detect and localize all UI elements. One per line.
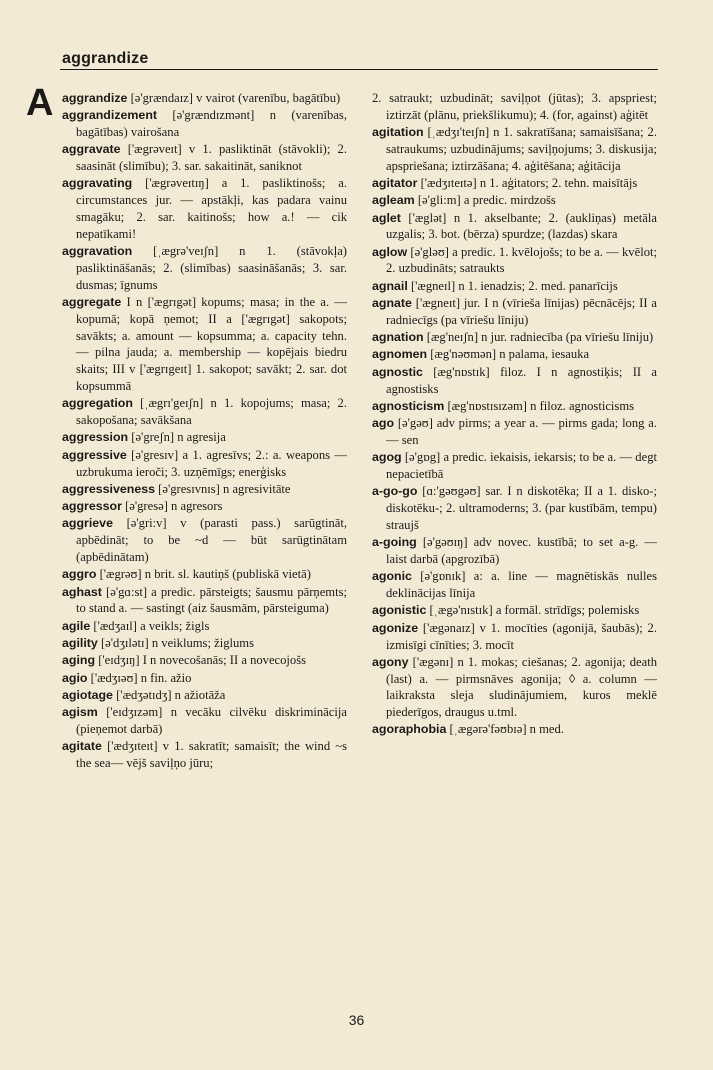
dictionary-entry — [372, 346, 657, 363]
dictionary-entry — [62, 429, 347, 446]
header-rule — [60, 69, 658, 70]
entry-headword: agonistic — [372, 603, 427, 618]
entry-definition: [ə'gləʊ] a predic. 1. kvēlojošs; to be a. — kvēlot; 2. uzbudināts; satraukts — [386, 244, 657, 276]
entry-definition: [ə'gresɪvnɪs] n agresivitāte — [158, 481, 291, 496]
dictionary-entry — [372, 244, 657, 278]
dictionary-entry — [62, 395, 347, 429]
entry-definition: ['ædʒɪəʊ] n fin. ažio — [90, 670, 192, 685]
entry-definition: [ə'dʒɪlətɪ] n veiklums; žiglums — [100, 636, 254, 650]
dictionary-entry — [62, 481, 347, 498]
dictionary-entry — [372, 278, 657, 295]
dictionary-entry — [372, 295, 657, 329]
dictionary-entry — [62, 566, 347, 583]
entry-definition: [æg'nəʊmən] n palama, iesauka — [430, 347, 590, 362]
entry-definition: [ə'gri:v] v (parasti pass.) sarūgtināt, apbēdināt; to be ~d — būt sarūgtinātam (apbēdinātam) — [76, 516, 347, 565]
entry-headword: agitation — [372, 125, 424, 140]
dictionary-entry — [62, 670, 347, 687]
entry-headword: aggro — [62, 567, 97, 582]
entry-definition: [ə'gɒnɪk] a: a. line — magnētiskās nulles deklinācijas līnija — [386, 569, 657, 601]
entry-headword: agog — [372, 450, 402, 465]
dictionary-entry — [62, 243, 347, 293]
entry-definition: [ə'greʃn] n agresija — [131, 430, 226, 445]
entry-definition: ['ægrəʊ] n brit. sl. kautiņš (publiskā vietā) — [99, 567, 311, 582]
dictionary-entry — [62, 447, 347, 481]
entry-definition: [ˌægrə'veɪʃn] n 1. (stāvokļa) pasliktināšanās; 2. (slimības) saasināšanās; 3. sar. dusmas; īgnums — [76, 244, 347, 292]
dictionary-entry — [372, 192, 657, 209]
entry-headword: aglet — [372, 210, 401, 225]
dictionary-entry — [372, 364, 657, 398]
page-number: 36 — [348, 1012, 365, 1028]
entry-definition: ['ædʒɪteɪt] v 1. sakratīt; samaisīt; the wind ~s the sea— vējš saviļņo jūru; — [76, 739, 348, 771]
entry-headword: aggrandizement — [62, 108, 158, 123]
entry-headword: agility — [62, 636, 98, 650]
entry-headword: aggrieve — [62, 516, 113, 531]
dictionary-entry — [62, 584, 347, 618]
entry-headword: agism — [62, 705, 98, 720]
entry-definition: 2. satraukt; uzbudināt; saviļņot (jūtas); 3. apspriest; iztirzāt (plānu, priekšlikumu); 4. (for, against) aģitēt — [372, 91, 657, 122]
entry-headword: agnail — [372, 278, 408, 293]
entry-definition: [ə'gli:m] a predic. mirdzošs — [417, 193, 556, 208]
running-head: aggrandize — [62, 50, 149, 67]
dictionary-entry — [372, 415, 657, 449]
dictionary-entry — [372, 398, 657, 415]
dictionary-entry — [62, 90, 347, 107]
dictionary-entry — [372, 654, 657, 721]
dictionary-entry — [62, 738, 347, 772]
entry-headword: agony — [372, 654, 409, 669]
dictionary-entry — [372, 534, 657, 568]
entry-definition: ['ægənɪ] n 1. mokas; ciešanas; 2. agonija; death (last) a. — pirmsnāves agonija; ◊ a. column — laikraksta sleja sludinājumiem, kuros meklē piederīgos, draugus u.tml. — [386, 654, 658, 720]
entry-headword: agnomen — [372, 347, 428, 362]
dictionary-entry — [372, 449, 657, 483]
entry-headword: agnosticism — [372, 398, 445, 413]
dictionary-entry — [62, 294, 347, 395]
entry-headword: agnostic — [372, 364, 423, 379]
right-column — [372, 90, 657, 739]
entry-definition: ['ædʒɪteɪtə] n 1. aģitators; 2. tehn. maisītājs — [420, 175, 638, 190]
entry-headword: aggressor — [62, 499, 122, 514]
entry-definition: ['ægrəveɪt] v 1. pasliktināt (stāvokli); 2. saasināt (slimību); 3. sar. sakaitināt, saniknot — [76, 142, 347, 174]
entry-definition: [ˌægrɪ'geɪʃn] n 1. kopojums; masa; 2. sakopošana; savākšana — [76, 396, 347, 428]
dictionary-entry — [372, 124, 657, 174]
dictionary-entry — [372, 568, 657, 602]
dictionary-entry — [62, 652, 347, 669]
entry-definition: [ˌægərə'fəʊbɪə] n med. — [449, 722, 564, 737]
entry-definition: [æg'nɒstɪsɪzəm] n filoz. agnosticisms — [447, 398, 635, 413]
dictionary-entry — [62, 687, 347, 704]
entry-definition: [ɑ:'gəʊgəʊ] sar. I n diskotēka; II a 1. disko-; diskotēku-; 2. ultramoderns; 3. (par kustībām, tempu) straujš — [386, 484, 657, 532]
dictionary-entry — [372, 721, 657, 738]
dictionary-entry — [62, 618, 347, 635]
dictionary-entry — [62, 515, 347, 565]
entry-definition: [æg'neɪʃn] n jur. radniecība (pa vīriešu līniju) — [426, 330, 654, 345]
entry-headword: aggrandize — [62, 91, 128, 105]
dictionary-entry — [372, 620, 657, 654]
dictionary-entry — [62, 107, 347, 141]
left-column — [62, 90, 347, 772]
entry-headword: aglow — [372, 244, 408, 259]
entry-definition: [ə'grændɪzmənt] n (varenības, bagātības) vairošana — [76, 108, 347, 140]
entry-definition: [ə'gresə] n agresors — [125, 499, 223, 514]
entry-definition: ['æglət] n 1. akselbante; 2. (aukliņas) metāla uzgalis; 3. bot. (bērza) spurdze; (lazdas) skara — [386, 210, 657, 242]
entry-definition: ['ægənaɪz] v 1. mocīties (agonijā, šaubās); 2. izmisīgi cīnīties; 3. mocīt — [386, 620, 657, 652]
entry-definition: [ˌægə'nɪstɪk] a formāl. strīdīgs; polemisks — [429, 603, 640, 618]
dictionary-entry — [372, 210, 657, 244]
entry-definition: ['ægneɪl] n 1. ienadzis; 2. med. panarīcijs — [410, 278, 618, 293]
entry-definition: ['ædʒətɪdʒ] n ažiotāža — [116, 687, 226, 702]
entry-headword: a-go-go — [372, 484, 418, 499]
entry-headword: aggravate — [62, 142, 121, 157]
entry-headword: agonic — [372, 569, 412, 584]
entry-headword: agiotage — [62, 687, 113, 702]
entry-headword: aggravation — [62, 244, 133, 259]
entry-headword: aggregation — [62, 396, 133, 411]
entry-definition: [ə'gɒg] a predic. iekaisis, iekarsis; to be a. — degt nepacietībā — [386, 450, 657, 482]
entry-headword: agitate — [62, 739, 102, 754]
entry-definition: [æg'nɒstɪk] filoz. I n agnostiķis; II a agnostisks — [386, 364, 658, 396]
dictionary-entry — [62, 704, 347, 738]
entry-headword: aggression — [62, 430, 129, 445]
entry-headword: agio — [62, 670, 88, 685]
dictionary-entry — [372, 483, 657, 533]
dictionary-entry — [372, 90, 657, 124]
entry-headword: aghast — [62, 584, 102, 599]
entry-headword: agleam — [372, 193, 415, 208]
entry-headword: agnation — [372, 330, 424, 345]
dictionary-entry — [62, 175, 347, 242]
entry-headword: aggressive — [62, 447, 127, 462]
dictionary-entry — [372, 175, 657, 192]
entry-headword: agitator — [372, 175, 418, 190]
entry-headword: agnate — [372, 296, 412, 311]
dictionary-entry — [62, 635, 347, 652]
entry-definition: ['ædʒaɪl] a veikls; žigls — [93, 618, 210, 633]
entry-definition: [ˌædʒɪ'teɪʃn] n 1. sakratīšana; samaisīšana; 2. satraukums; uzbudinājums; saviļņojums; 3. diskusija; apspriešana; iztirzāšana; 4. aģitēšana; aģitācija — [386, 125, 657, 173]
entry-definition: [ə'gəʊɪŋ] adv novec. kustībā; to set a-g. — laist darbā (apgrozībā) — [386, 535, 657, 567]
entry-definition: ['ægneɪt] jur. I n (vīrieša līnijas) pēcnācējs; II a radniecīgs (pa vīriešu līniju) — [386, 296, 657, 327]
entry-headword: agonize — [372, 620, 419, 635]
entry-definition: [ə'gɑ:st] a predic. pārsteigts; šausmu pārņemts; to stand a. — sastingt (aiz šausmām, pārsteiguma) — [76, 584, 347, 616]
entry-definition: I n ['ægrɪgət] kopums; masa; in the a. — kopumā; kopā ņemot; II a ['ægrɪgət] sakopots; savākts; a. amount — kopsumma; a. capacity tehn. — pilna jauda; a. membership — kopējais biedru skaits; III v ['ægrɪgeɪt] 1. sakopot; savākt; 2. sar. dot kopsummā — [76, 295, 347, 394]
dictionary-entry — [372, 329, 657, 346]
entry-headword: aging — [62, 653, 96, 668]
entry-definition: [ə'gəʊ] adv pirms; a year a. — pirms gada; long a. — sen — [386, 416, 657, 447]
dictionary-entry — [62, 498, 347, 515]
entry-headword: ago — [372, 416, 395, 431]
section-letter: A — [26, 82, 54, 124]
entry-definition: ['eɪdʒɪŋ] I n novecošanās; II a novecojošs — [98, 653, 307, 668]
dictionary-entry — [372, 602, 657, 619]
entry-headword: aggravating — [62, 176, 133, 191]
entry-headword: a-going — [372, 535, 417, 550]
entry-definition: ['eɪdʒɪzəm] n vecāku cilvēku diskriminācija (pieņemot darbā) — [76, 705, 347, 736]
entry-headword: agile — [62, 618, 91, 633]
entry-headword: agoraphobia — [372, 722, 447, 737]
entry-definition: ['ægrəveɪtɪŋ] a 1. pasliktinošs; a. circumstances jur. — apstākļi, kas padara vainu smagāku; 2. sar. kaitinošs; how a.! — cik nepatīkami! — [76, 176, 347, 241]
entry-definition: [ə'grændaɪz] v vairot (varenību, bagātību) — [130, 91, 341, 105]
entry-headword: aggressiveness — [62, 481, 155, 496]
entry-definition: [ə'gresɪv] a 1. agresīvs; 2.: a. weapons — uzbrukuma ieroči; 3. uzņēmīgs; enerģisks — [76, 447, 347, 479]
entry-headword: aggregate — [62, 295, 122, 310]
dictionary-entry — [62, 141, 347, 175]
